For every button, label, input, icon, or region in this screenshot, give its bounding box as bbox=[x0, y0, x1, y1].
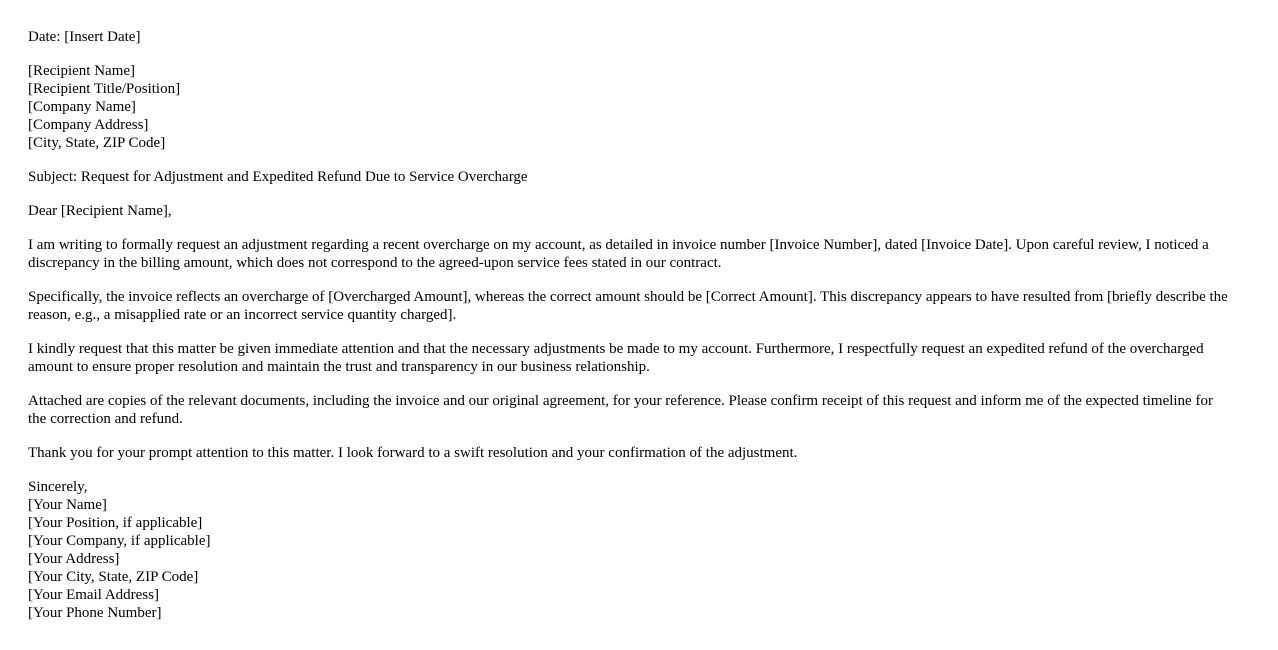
recipient-address-block bbox=[28, 62, 1233, 152]
paragraph-thanks: Thank you for your prompt attention to this matter. I look forward to a swift resolution and your confirmation of the adjustment. bbox=[28, 445, 798, 461]
recipient-company-address: [Company Address] bbox=[28, 117, 149, 133]
letter-body bbox=[28, 28, 1233, 638]
paragraph-details: Specifically, the invoice reflects an overcharge of [Overcharged Amount], whereas the correct amount should be [Correct Amount]. This discrepancy appears to have resulted from [briefly describe the reason, e.g., a misapplied rate or an incorrect service quantity charged]. bbox=[28, 289, 1228, 323]
recipient-name: [Recipient Name] bbox=[28, 63, 136, 79]
salutation-line: Dear [Recipient Name], bbox=[28, 203, 172, 219]
signature-position: [Your Position, if applicable] bbox=[28, 515, 203, 531]
signature-address: [Your Address] bbox=[28, 551, 120, 567]
letter-subject bbox=[28, 168, 1233, 186]
signature-city-state-zip: [Your City, State, ZIP Code] bbox=[28, 569, 199, 585]
recipient-company: [Company Name] bbox=[28, 99, 136, 115]
letter-date bbox=[28, 28, 1233, 46]
paragraph-attachments: Attached are copies of the relevant documents, including the invoice and our original agreement, for your reference. Please confirm receipt of this request and inform me of the expected timeline for the correction and refund. bbox=[28, 393, 1213, 427]
signature-email: [Your Email Address] bbox=[28, 587, 159, 603]
paragraph-refund: I kindly request that this matter be given immediate attention and that the necessary adjustments be made to my account. Furthermore, I respectfully request an expedited refund of the overcharged amount to ensure proper resolution and maintain the trust and transparency in our business relationship. bbox=[28, 341, 1204, 375]
signature-company: [Your Company, if applicable] bbox=[28, 533, 211, 549]
signature-name: [Your Name] bbox=[28, 497, 107, 513]
closing-line: Sincerely, bbox=[28, 479, 88, 495]
date-line: Date: [Insert Date] bbox=[28, 29, 141, 45]
recipient-title: [Recipient Title/Position] bbox=[28, 81, 181, 97]
paragraph-request: I am writing to formally request an adjustment regarding a recent overcharge on my account, as detailed in invoice number [Invoice Number], dated [Invoice Date]. Upon careful review, I noticed a discrepancy in the billing amount, which does not correspond to the agreed-upon service fees stated in our contract. bbox=[28, 237, 1209, 271]
recipient-city-state-zip: [City, State, ZIP Code] bbox=[28, 135, 166, 151]
subject-line: Subject: Request for Adjustment and Expedited Refund Due to Service Overcharge bbox=[28, 169, 528, 185]
signature-block bbox=[28, 478, 1233, 622]
signature-phone: [Your Phone Number] bbox=[28, 605, 162, 621]
letter-salutation bbox=[28, 202, 1233, 220]
